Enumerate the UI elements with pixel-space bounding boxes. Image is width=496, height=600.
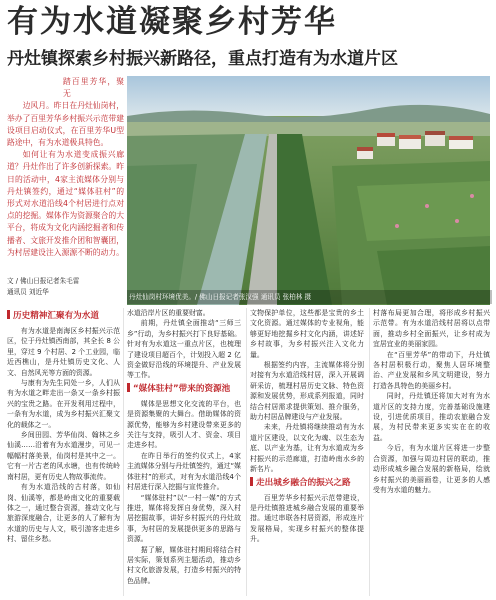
headline: 有为水道凝聚乡村芳华 xyxy=(7,4,337,40)
lead-paragraph-1 xyxy=(7,76,124,149)
paragraph: 百里芳华乡村振兴示范带建设，是丹灶镇推进城乡融合发展的重要举措。通过串联各村居资源，形成连片发展格局，实现乡村振兴的整体提升。 xyxy=(250,493,364,544)
column-3 xyxy=(250,308,364,596)
column-divider xyxy=(123,308,124,596)
paragraph: “媒体驻村”以“一村一媒”的方式推进，媒体将发挥自身优势，深入村居挖掘故事，讲好乡村振兴的丹灶故事，为村居的发展提供更多的思路与资源。 xyxy=(127,493,241,544)
paragraph: 乡间田园、芳华仙岗、翰林之乡仙溪……沿着有为水道漫步，可见一幅幅村落美景，仙岗村是其中之一。它有一片古老的风水塘，也有传统岭南村居，更有历史人物故事流传。 xyxy=(7,431,120,481)
paragraph: 与康有为先生同处一乡，人们从有为水道之畔走出一条又一条乡村振兴的宝贵之路。在开发利用过程中，一条有为水道，成为乡村振兴汇聚文化的载体之一。 xyxy=(7,379,120,429)
paragraph: 在“百里芳华”的带动下，丹灶镇各村居积极行动，聚焦人居环境整治、产业发展和乡风文明建设，努力打造各具特色的美丽乡村。 xyxy=(373,350,490,390)
subtitle: 丹灶镇探索乡村振兴新路径，重点打造有为水道片区 xyxy=(7,49,398,69)
byline xyxy=(7,276,125,300)
paragraph: 有为水道沿线的古村落，如仙岗、仙溪等，都是岭南文化的重要载体之一，通过整合资源，推动文化与旅游深度融合，让更多的人了解有为水道的历史与人文，吸引游客走进乡村、留住乡愁。 xyxy=(7,483,120,544)
paragraph: 在昨日举行的签约仪式上，4家主流媒体分别与丹灶镇签约，通过“媒体驻村”的形式，对有为水道沿线4个村居进行深入挖掘与宣传推介。 xyxy=(127,451,241,492)
paragraph: 村落布局更加合理，将形成乡村振兴示范带。有为水道沿线村居将以点带面，推动乡村全面振兴，让乡村成为宜居宜业的美丽家园。 xyxy=(373,309,490,349)
column-divider xyxy=(246,308,247,596)
column-4 xyxy=(373,308,490,596)
column-1 xyxy=(7,308,120,596)
paragraph: 有为水道是南海区乡村振兴示范区，位于丹灶镇西南部，其全长 8 公里，穿过 9 个村居、2 个工业园，临近西樵山，是丹灶镇历史文化、人文、自然风光等方面的资源。 xyxy=(7,327,120,377)
section-bar-icon xyxy=(127,383,130,392)
lead-paragraph-1-text: 边风月。昨日在丹灶仙岗村，举办了百里芳华乡村振兴示范带建设项目启动仪式，在百里芳华U型路途中，有为水道极具特色。 xyxy=(7,101,124,148)
village-photo xyxy=(127,76,490,305)
section-heading-integration: 走出城乡融合的振兴之路 xyxy=(250,476,364,491)
section-bar-icon xyxy=(7,310,10,319)
byline-correspondent: 通讯员 刘近华 xyxy=(7,288,49,296)
section-heading-media: “媒体驻村”带来的资源池 xyxy=(127,382,241,397)
lead-opening-line: 踏百里芳华，聚无 xyxy=(63,77,124,99)
column-2 xyxy=(127,308,241,596)
paragraph: 媒体是思想文化交流的平台，也是资源集聚的大舞台。借助媒体的资源优势，能够为乡村建设带来更多的关注与支持，吸引人才、资金、项目走进乡村。 xyxy=(127,399,241,450)
byline-reporter: 文 / 佛山日报记者朱毛雷 xyxy=(7,277,80,285)
lead-paragraph-2: 如何让有为水道变成振兴廊道？丹灶作出了许多创新探索。昨日的活动中，4家主流媒体分别与丹灶镇签约，通过“媒体驻村”的形式对水道沿线4个村居进行点对点的挖掘。媒体作为资源聚合的大平台，将成为文化内涵挖掘者和传播者、文旅开发推介团和智囊团，为村居建设注入源源不断的动力。 xyxy=(7,150,124,257)
paragraph: 前期，丹灶镇全面推动“三师三乡”行动，为乡村振兴打下良好基础。针对有为水道这一重点片区，也梳理了建设项目超百个，计划投入超 2 亿资金做好沿线的环境提升、产业发展等工作。 xyxy=(127,319,241,380)
section-bar-icon xyxy=(250,477,253,486)
paragraph: 水道沿岸片区的重要财富。 xyxy=(127,309,210,317)
column-divider xyxy=(369,308,370,596)
village-aerial-illustration xyxy=(127,76,490,305)
paragraph: 未来，丹灶镇将继续推动有为水道片区建设，以文化为魂、以生态为底、以产业为基，让有为水道成为乡村振兴的示范廊道，打造岭南水乡的新名片。 xyxy=(250,423,364,474)
paragraph: 根据签约内容，主流媒体将分别对接有为水道沿线村居，深入开展调研采访，梳理村居历史文脉、特色资源和发展优势，形成系列报道，同时结合村居需求提供策划、推介服务，助力村居品牌建设与产业发展。 xyxy=(250,361,364,422)
paragraph: 同时，丹灶镇还将加大对有为水道片区的支持力度，完善基础设施建设，引进优质项目，推动农旅融合发展，为村民带来更多实实在在的收益。 xyxy=(373,392,490,442)
lead-paragraphs xyxy=(7,76,124,272)
paragraph: 文物保护单位，这些都是宝贵的乡土文化资源。通过媒体的专业视角，能够更好地挖掘乡村文化内涵，讲述好乡村故事，为乡村振兴注入文化力量。 xyxy=(250,309,364,359)
photo-caption: 丹灶仙岗村环境优美。/ 佛山日报记者张汉强 通讯员 张柏林 摄 xyxy=(127,290,492,304)
paragraph: 今后，有为水道片区将进一步整合资源，加强与周边村居的联动，推动形成城乡融合发展的新格局，绘就乡村振兴的美丽画卷，让更多的人感受有为水道的魅力。 xyxy=(373,444,490,494)
paragraph: 据了解，媒体驻村期间将结合村居实际，策划系列主题活动，推动乡村文化旅游发展，打造乡村振兴的特色品牌。 xyxy=(127,545,241,585)
section-heading-history: 历史精神汇聚有为水道 xyxy=(7,309,120,324)
